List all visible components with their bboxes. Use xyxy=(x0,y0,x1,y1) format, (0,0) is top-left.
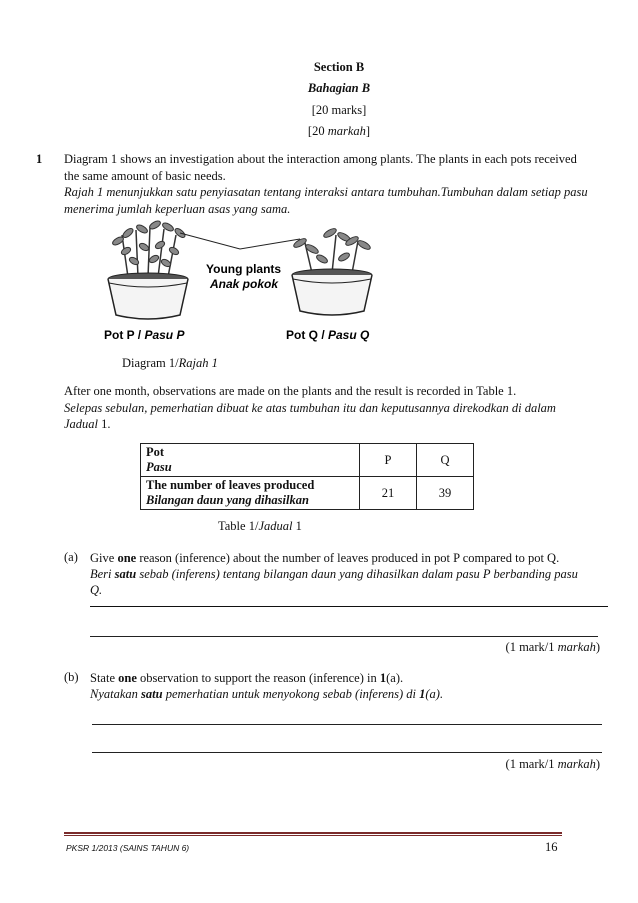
part-b-mark: (1 mark/1 markah) xyxy=(505,757,600,771)
results-table xyxy=(140,443,474,510)
marks-total-malay: [20 markah] xyxy=(307,124,371,138)
diagram-caption: Diagram 1/Rajah 1 xyxy=(122,356,218,370)
table-row xyxy=(141,477,474,510)
label-anak-pokok: Anak pokok xyxy=(210,277,279,291)
page-number: 16 xyxy=(545,840,558,854)
table-row xyxy=(141,444,474,477)
label-pot-q: Pot Q / Pasu Q xyxy=(286,328,370,342)
question-number: 1 xyxy=(36,152,43,166)
footer-rule-thin xyxy=(64,835,562,836)
label-pot-p: Pot P / Pasu P xyxy=(104,328,185,342)
answer-line-a2[interactable] xyxy=(90,636,598,637)
section-title: Section B xyxy=(313,60,365,74)
table-cell-pot: Pot Pasu xyxy=(141,444,360,477)
observation-text: After one month, observations are made on the plants and the result is recorded in Table 1. Selepas sebulan, pemerhatian dibuat ke atas tumbuhan itu dan keputusannya direkodkan di dalam Jadual 1. xyxy=(64,384,556,431)
part-b-letter: (b) xyxy=(64,670,79,684)
label-young-plants: Young plants xyxy=(206,262,282,276)
table-cell-col-p: P xyxy=(360,444,417,477)
pot-q-plants-icon xyxy=(292,227,371,273)
part-a-letter: (a) xyxy=(64,550,78,564)
question-intro: Diagram 1 shows an investigation about the interaction among plants. The plants in each pots received the same amount of basic needs. Rajah 1 menunjukkan satu penyiasatan tentang interaksi antara tumbuhan.Tumbuhan dalam setiap pasu menerima jumlah keperluan asas yang sama. xyxy=(64,152,588,216)
table-caption: Table 1/Jadual 1 xyxy=(218,519,302,533)
answer-line-b2[interactable] xyxy=(92,752,602,753)
pot-p-icon xyxy=(108,273,188,319)
answer-line-a1[interactable] xyxy=(90,606,608,607)
pot-p-plants-icon xyxy=(111,219,186,277)
footer-rule xyxy=(64,832,562,834)
pointer-lines xyxy=(180,233,300,249)
part-a-mark: (1 mark/1 markah) xyxy=(505,640,600,654)
diagram-pots xyxy=(100,215,390,345)
table-cell-col-q: Q xyxy=(417,444,474,477)
pot-q-icon xyxy=(292,269,372,315)
footer-text: PKSR 1/2013 (SAINS TAHUN 6) xyxy=(66,843,190,853)
part-b-question: State one observation to support the reason (inference) in 1(a). Nyatakan satu pemerhatian untuk menyokong sebab (inferens) di 1(a). xyxy=(90,671,444,701)
table-cell-val-p: 21 xyxy=(360,477,417,510)
section-title-malay: Bahagian B xyxy=(307,81,371,95)
part-a-question: Give one reason (inference) about the number of leaves produced in pot P compared to pot Q. Beri satu sebab (inferens) tentang bilangan daun yang dihasilkan dalam pasu P berbanding pasu Q. xyxy=(90,551,578,597)
answer-line-b1[interactable] xyxy=(92,724,602,725)
marks-total: [20 marks] xyxy=(311,103,367,117)
table-cell-leaves: The number of leaves produced Bilangan daun yang dihasilkan xyxy=(141,477,360,510)
table-cell-val-q: 39 xyxy=(417,477,474,510)
